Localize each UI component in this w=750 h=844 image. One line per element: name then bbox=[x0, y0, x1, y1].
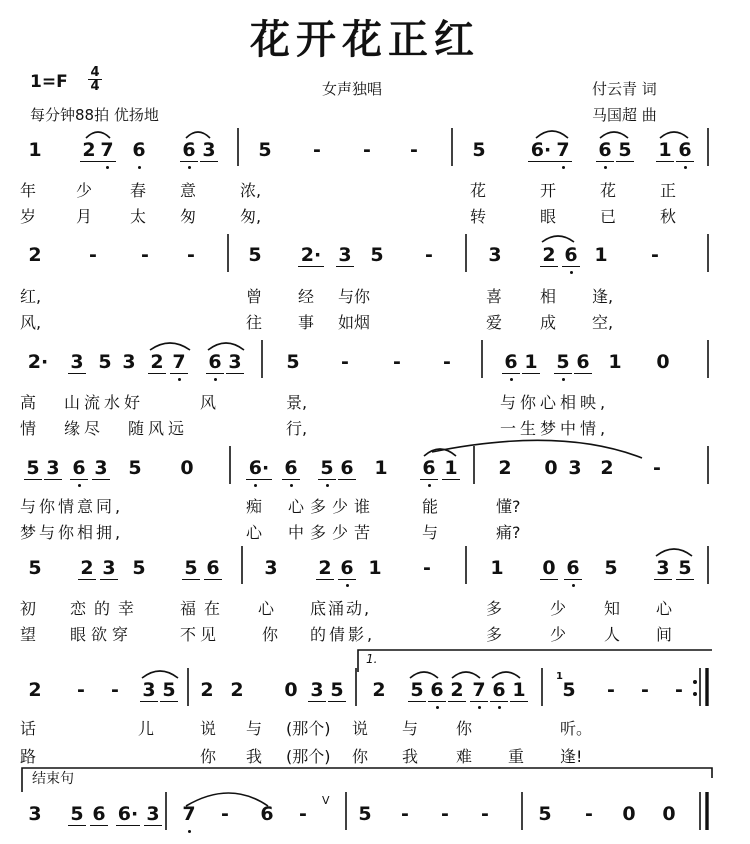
slur bbox=[536, 131, 568, 138]
note: 5 bbox=[328, 679, 346, 702]
note: 0 bbox=[662, 803, 676, 825]
note: - bbox=[363, 139, 371, 161]
note: 5 bbox=[538, 803, 552, 825]
note: - bbox=[441, 803, 449, 825]
note: - bbox=[77, 679, 85, 701]
note: 3 bbox=[568, 457, 582, 479]
grace-note: 1 bbox=[556, 671, 563, 682]
lyric: 间 bbox=[656, 625, 673, 644]
slur bbox=[492, 672, 520, 678]
note: 6 bbox=[338, 457, 356, 480]
repeat-dot bbox=[693, 680, 697, 684]
lyric: 风, bbox=[20, 313, 42, 332]
slur bbox=[186, 132, 210, 138]
lyric: 如烟 bbox=[338, 313, 371, 332]
lyric: 事 bbox=[298, 313, 315, 332]
note: 6· bbox=[528, 139, 554, 162]
slur bbox=[452, 672, 480, 678]
note: 5 bbox=[182, 557, 200, 580]
note: 5 bbox=[370, 244, 384, 266]
note: 6 bbox=[596, 139, 614, 162]
lyric: 空, bbox=[592, 313, 614, 332]
lyric: 懂? bbox=[496, 497, 521, 516]
tempo-marking: 每分钟88拍 优扬地 bbox=[30, 106, 159, 124]
lyric: 爱 bbox=[486, 313, 503, 332]
lyric: 你 bbox=[262, 625, 279, 644]
lyric: 往 bbox=[246, 313, 263, 332]
note: 5 bbox=[248, 244, 262, 266]
lyric: 我 bbox=[402, 747, 419, 766]
note: 6 bbox=[282, 457, 300, 480]
note: 2 bbox=[448, 679, 466, 702]
lyric: 心多少谁 bbox=[288, 497, 377, 516]
ending-label: 结束句 bbox=[32, 771, 74, 787]
lyric: 花 bbox=[470, 181, 487, 200]
lyric: 高 bbox=[20, 393, 37, 412]
note: 7 bbox=[470, 679, 488, 702]
note: 3 bbox=[654, 557, 672, 580]
lyric: 心 bbox=[656, 599, 673, 618]
note: 6 bbox=[90, 803, 108, 826]
lyric: 风 bbox=[200, 393, 217, 412]
lyric: 说 bbox=[200, 719, 217, 738]
lyric: 我 bbox=[246, 747, 263, 766]
lyric: 匆 bbox=[180, 207, 197, 226]
note: - bbox=[410, 139, 418, 161]
note: 2 bbox=[372, 679, 386, 701]
note: 6· bbox=[246, 457, 272, 480]
note: - bbox=[653, 457, 661, 479]
note: 6· bbox=[117, 803, 139, 825]
note: 2 bbox=[540, 244, 558, 267]
slur-long bbox=[432, 440, 642, 458]
lyric: 缘尽 bbox=[64, 419, 105, 438]
lyric: 喜 bbox=[486, 287, 503, 306]
slur bbox=[660, 132, 688, 138]
note: - bbox=[299, 803, 307, 825]
lyric: 成 bbox=[540, 313, 557, 332]
note: 7 bbox=[182, 803, 196, 825]
lyric: 岁 bbox=[20, 207, 37, 226]
slur bbox=[410, 672, 438, 678]
note: 5 bbox=[472, 139, 486, 161]
slur bbox=[542, 236, 574, 242]
note: 6 bbox=[564, 557, 582, 580]
note: 7 bbox=[98, 139, 116, 162]
lyric: 恋的幸 bbox=[70, 599, 143, 618]
note: 6 bbox=[490, 679, 508, 702]
note: 5 bbox=[128, 457, 142, 479]
note: 6 bbox=[562, 244, 580, 267]
note: - bbox=[89, 244, 97, 266]
lyric: 月 bbox=[76, 207, 93, 226]
lyric: 望 bbox=[20, 625, 37, 644]
lyric: 眼欲穿 bbox=[70, 625, 134, 644]
lyric: 正 bbox=[660, 181, 677, 200]
note: 0 bbox=[544, 457, 558, 479]
lyric: 花 bbox=[600, 181, 617, 200]
lyric: 痴 bbox=[246, 497, 263, 516]
lyric: 听。 bbox=[560, 719, 593, 738]
note: - bbox=[641, 679, 649, 701]
note: - bbox=[425, 244, 433, 266]
lyric: 情 bbox=[20, 419, 37, 438]
lyric: 的倩影, bbox=[310, 625, 376, 644]
note: - bbox=[141, 244, 149, 266]
note: 1 bbox=[522, 351, 540, 374]
note: 1 bbox=[510, 679, 528, 702]
note: - bbox=[443, 351, 451, 373]
note: 5 bbox=[258, 139, 272, 161]
note: 2 bbox=[498, 457, 512, 479]
note: 5 bbox=[676, 557, 694, 580]
voice-type: 女声独唱 bbox=[322, 80, 383, 98]
lyric: 一生梦中情, bbox=[500, 419, 610, 438]
breath-mark: V bbox=[322, 794, 330, 807]
note: 6 bbox=[428, 679, 446, 702]
lyric: 少 bbox=[550, 599, 567, 618]
lyric: 不见 bbox=[180, 625, 221, 644]
time-sig-bottom: 4 bbox=[88, 79, 102, 93]
lyric: 随风远 bbox=[128, 419, 189, 438]
note: 0 bbox=[180, 457, 194, 479]
note: 5 bbox=[160, 679, 178, 702]
note: 6 bbox=[574, 351, 592, 374]
lyric: 知 bbox=[604, 599, 621, 618]
note: 3 bbox=[488, 244, 502, 266]
note: 2· bbox=[298, 244, 324, 267]
note: 5 bbox=[318, 457, 336, 480]
lyric: 能 bbox=[422, 497, 439, 516]
note: - bbox=[675, 679, 683, 701]
note: 6 bbox=[206, 351, 224, 374]
composer-credit: 马国超 曲 bbox=[592, 106, 657, 124]
volta-bracket bbox=[358, 650, 712, 672]
lyric: 难 bbox=[456, 747, 473, 766]
slur bbox=[86, 132, 110, 138]
lyric: 转 bbox=[470, 207, 487, 226]
note: 5 bbox=[24, 457, 42, 480]
note: 2 bbox=[230, 679, 244, 701]
slur bbox=[656, 549, 692, 556]
note: 2 bbox=[28, 244, 42, 266]
lyric: 初 bbox=[20, 599, 37, 618]
note: 2 bbox=[600, 457, 614, 479]
note: 2 bbox=[148, 351, 166, 374]
key-signature: 1=F bbox=[30, 72, 68, 92]
note: 6 bbox=[132, 139, 146, 161]
note: 6 bbox=[204, 557, 222, 580]
lyric: 梦与你相拥, bbox=[20, 523, 124, 542]
lyric: 山流水好 bbox=[64, 393, 145, 412]
note: 2 bbox=[28, 679, 42, 701]
note: - bbox=[651, 244, 659, 266]
lyric: 与你 bbox=[338, 287, 371, 306]
note: 3 bbox=[122, 351, 136, 373]
note: 2 bbox=[316, 557, 334, 580]
lyric: 太 bbox=[130, 207, 147, 226]
note: 5 bbox=[562, 679, 576, 701]
note: 5 bbox=[358, 803, 372, 825]
lyric: 心 bbox=[246, 523, 263, 542]
note: 1 bbox=[490, 557, 504, 579]
lyric: 相 bbox=[540, 287, 557, 306]
note: 3 bbox=[140, 679, 158, 702]
note: 5 bbox=[554, 351, 572, 374]
note: 3 bbox=[92, 457, 110, 480]
lyric: 开 bbox=[540, 181, 557, 200]
lyric: 少 bbox=[550, 625, 567, 644]
lyric: 你 bbox=[456, 719, 473, 738]
note: 6 bbox=[338, 557, 356, 580]
lyric: 红, bbox=[20, 287, 42, 306]
lyric: (那个) bbox=[286, 747, 331, 766]
note: 6 bbox=[70, 457, 88, 480]
lyric: 浓, bbox=[240, 181, 262, 200]
note: - bbox=[187, 244, 195, 266]
note: 1 bbox=[656, 139, 674, 162]
lyric: 中多少苦 bbox=[288, 523, 377, 542]
lyric: 重 bbox=[508, 747, 525, 766]
note: 5 bbox=[286, 351, 300, 373]
note: 0 bbox=[656, 351, 670, 373]
time-sig-top: 4 bbox=[90, 65, 100, 80]
note: 7 bbox=[554, 139, 572, 162]
lyric: 路 bbox=[20, 747, 37, 766]
note: 2 bbox=[80, 139, 98, 162]
lyric: 与 bbox=[402, 719, 419, 738]
note: 6 bbox=[180, 139, 198, 162]
note: 3 bbox=[144, 803, 162, 826]
note: - bbox=[341, 351, 349, 373]
lyric: 景, bbox=[286, 393, 308, 412]
lyric: 春 bbox=[130, 181, 147, 200]
lyric: 经 bbox=[298, 287, 315, 306]
note: - bbox=[313, 139, 321, 161]
lyric: 与你情意同, bbox=[20, 497, 124, 516]
lyric: 心 bbox=[258, 599, 275, 618]
note: 1 bbox=[594, 244, 608, 266]
note: 6 bbox=[502, 351, 520, 374]
lyricist-credit: 付云青 词 bbox=[592, 80, 657, 98]
lyric: 多 bbox=[486, 599, 503, 618]
note: 0 bbox=[284, 679, 298, 701]
note: 6 bbox=[260, 803, 274, 825]
lyric: 话 bbox=[20, 719, 37, 738]
song-title: 花开花正红 bbox=[250, 17, 480, 63]
lyric: (那个) bbox=[286, 719, 331, 738]
lyric: 与 bbox=[246, 719, 263, 738]
lyric: 曾 bbox=[246, 287, 263, 306]
note: 7 bbox=[170, 351, 188, 374]
note: 3 bbox=[308, 679, 326, 702]
note: 1 bbox=[374, 457, 388, 479]
lyric: 行, bbox=[286, 419, 308, 438]
note: 1 bbox=[608, 351, 622, 373]
note: 1 bbox=[368, 557, 382, 579]
note: 3 bbox=[44, 457, 62, 480]
note: - bbox=[585, 803, 593, 825]
lyric: 人 bbox=[604, 625, 621, 644]
note: 1 bbox=[28, 139, 42, 161]
note: 6 bbox=[676, 139, 694, 162]
lyric: 与你心相映, bbox=[500, 393, 610, 412]
note: 3 bbox=[226, 351, 244, 374]
note: 5 bbox=[604, 557, 618, 579]
lyric: 你 bbox=[352, 747, 369, 766]
note: - bbox=[423, 557, 431, 579]
repeat-dot bbox=[693, 692, 697, 696]
note: 5 bbox=[132, 557, 146, 579]
lyric: 说 bbox=[352, 719, 369, 738]
note: 6 bbox=[420, 457, 438, 480]
lyric: 你 bbox=[200, 747, 217, 766]
note: 3 bbox=[68, 351, 86, 374]
ending-bracket bbox=[22, 768, 712, 792]
note: - bbox=[221, 803, 229, 825]
lyric: 少 bbox=[76, 181, 93, 200]
lyric: 福在 bbox=[180, 599, 229, 618]
lyric: 痛? bbox=[496, 523, 521, 542]
note: 3 bbox=[264, 557, 278, 579]
slur bbox=[150, 343, 190, 350]
slur bbox=[186, 793, 268, 806]
note: 1 bbox=[442, 457, 460, 480]
lyric: 逢, bbox=[592, 287, 614, 306]
note: 5 bbox=[408, 679, 426, 702]
lyric: 底涌动, bbox=[310, 599, 372, 618]
note: 3 bbox=[100, 557, 118, 580]
slur bbox=[142, 671, 178, 678]
note: 2 bbox=[200, 679, 214, 701]
note: 0 bbox=[622, 803, 636, 825]
lyric: 秋 bbox=[660, 207, 677, 226]
note: 5 bbox=[616, 139, 634, 162]
note: 0 bbox=[540, 557, 558, 580]
lyric: 眼 bbox=[540, 207, 557, 226]
note: - bbox=[401, 803, 409, 825]
slur bbox=[208, 343, 244, 350]
volta-1-label: 1. bbox=[366, 652, 378, 666]
lyric: 儿 bbox=[138, 719, 155, 738]
lyric: 已 bbox=[600, 207, 617, 226]
note: - bbox=[111, 679, 119, 701]
note: - bbox=[393, 351, 401, 373]
lyric: 逢! bbox=[560, 747, 583, 766]
slur bbox=[600, 132, 628, 138]
lyric: 与 bbox=[422, 523, 439, 542]
note: 5 bbox=[28, 557, 42, 579]
note: 2· bbox=[27, 351, 49, 373]
lyric: 年 bbox=[20, 181, 37, 200]
note: - bbox=[481, 803, 489, 825]
note: 5 bbox=[68, 803, 86, 826]
lyric: 意 bbox=[180, 181, 197, 200]
note: 3 bbox=[336, 244, 354, 267]
note: 3 bbox=[28, 803, 42, 825]
note: 2 bbox=[78, 557, 96, 580]
note: 3 bbox=[200, 139, 218, 162]
lyric: 匆, bbox=[240, 207, 262, 226]
note: 5 bbox=[98, 351, 112, 373]
note: - bbox=[607, 679, 615, 701]
lyric: 多 bbox=[486, 625, 503, 644]
